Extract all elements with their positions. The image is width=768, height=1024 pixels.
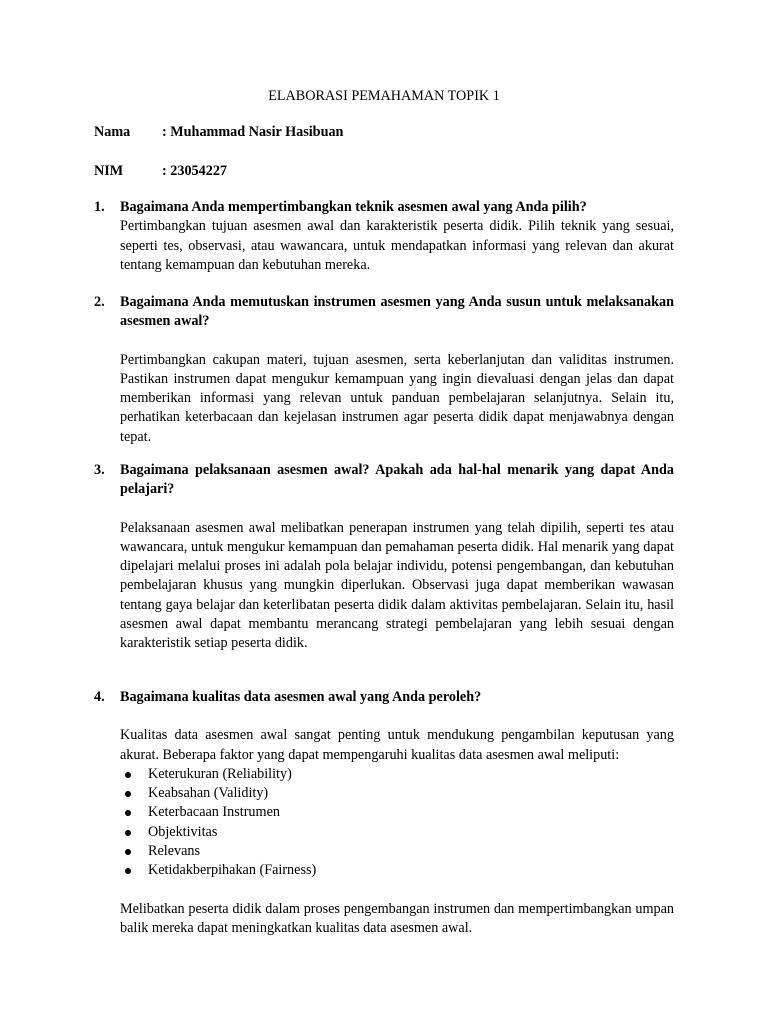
answer-text: Pertimbangkan tujuan asesmen awal dan karakteristik peserta didik. Pilih teknik yang sesuai, seperti tes, observasi, atau wawancara, untuk mendapatkan informasi yang relevan dan akurat tentang kemampuan dan kebutuhan mereka.: [120, 218, 674, 273]
question-2: [94, 293, 674, 447]
list-item: Keterukuran (Reliability): [120, 765, 674, 784]
list-item: Objektivitas: [120, 823, 674, 842]
bullet-icon: [125, 830, 131, 836]
bullet-icon: [125, 849, 131, 855]
list-item: Keterbacaan Instrumen: [120, 803, 674, 822]
question-text: Bagaimana Anda memutuskan instrumen asesmen yang Anda susun untuk melaksanakan asesmen awal?: [120, 294, 674, 330]
list-item: Ketidakberpihakan (Fairness): [120, 861, 674, 880]
question-text: Bagaimana pelaksanaan asesmen awal? Apakah ada hal-hal menarik yang dapat Anda pelajari?: [120, 462, 674, 498]
list-item: Keabsahan (Validity): [120, 784, 674, 803]
question-1: [94, 198, 674, 275]
quality-factor-list: [120, 765, 674, 881]
bullet-icon: [125, 772, 131, 778]
document-title: ELABORASI PEMAHAMAN TOPIK 1: [268, 88, 500, 104]
question-text: Bagaimana Anda mempertimbangkan teknik asesmen awal yang Anda pilih?: [120, 199, 587, 215]
nama-value: : Muhammad Nasir Hasibuan: [162, 124, 344, 140]
question-number: 1.: [94, 199, 105, 215]
question-4: [94, 688, 674, 938]
question-text: Bagaimana kualitas data asesmen awal yang Anda peroleh?: [120, 689, 482, 705]
answer-text: Kualitas data asesmen awal sangat penting untuk mendukung pengambilan keputusan yang akurat. Beberapa faktor yang dapat mempengaruhi kualitas data asesmen awal meliputi:: [120, 727, 674, 763]
nama-row: [94, 123, 343, 142]
nama-label: Nama: [94, 124, 131, 140]
nim-row: [94, 162, 227, 181]
bullet-icon: [125, 810, 131, 816]
closing-text: Melibatkan peserta didik dalam proses pengembangan instrumen dan mempertimbangkan umpan balik mereka dapat meningkatkan kualitas data asesmen awal.: [120, 900, 674, 936]
answer-text: Pelaksanaan asesmen awal melibatkan penerapan instrumen yang telah dipilih, seperti tes atau wawancara, untuk mengukur kemampuan dan pemahaman peserta didik. Hal menarik yang dapat dipelajari melalui proses ini adalah pola belajar individu, potensi pengembangan, dan kebutuhan pembelajaran khusus yang mungkin diperlukan. Observasi juga dapat memberikan wawasan tentang gaya belajar dan keterlibatan peserta didik dalam aktivitas pembelajaran. Selain itu, hasil asesmen awal dapat membantu merancang strategi pembelajaran yang lebih sesuai dengan karakteristik setiap peserta didik.: [120, 519, 674, 652]
nim-value: : 23054227: [162, 163, 228, 179]
bullet-icon: [125, 791, 131, 797]
nim-label: NIM: [94, 163, 124, 179]
answer-text: Pertimbangkan cakupan materi, tujuan asesmen, serta keberlanjutan dan validitas instrumen. Pastikan instrumen dapat mengukur kemampuan yang ingin dievaluasi dengan jelas dan dapat memberikan informasi yang relevan untuk panduan pembelajaran selanjutnya. Selain itu, perhatikan keterbacaan dan kejelasan instrumen agar peserta didik dapat menjawabnya dengan tepat.: [120, 351, 674, 445]
list-item: Relevans: [120, 842, 674, 861]
question-number: 4.: [94, 689, 105, 705]
bullet-icon: [125, 868, 131, 874]
question-3: [94, 461, 674, 654]
question-number: 3.: [94, 462, 105, 478]
question-number: 2.: [94, 294, 105, 310]
